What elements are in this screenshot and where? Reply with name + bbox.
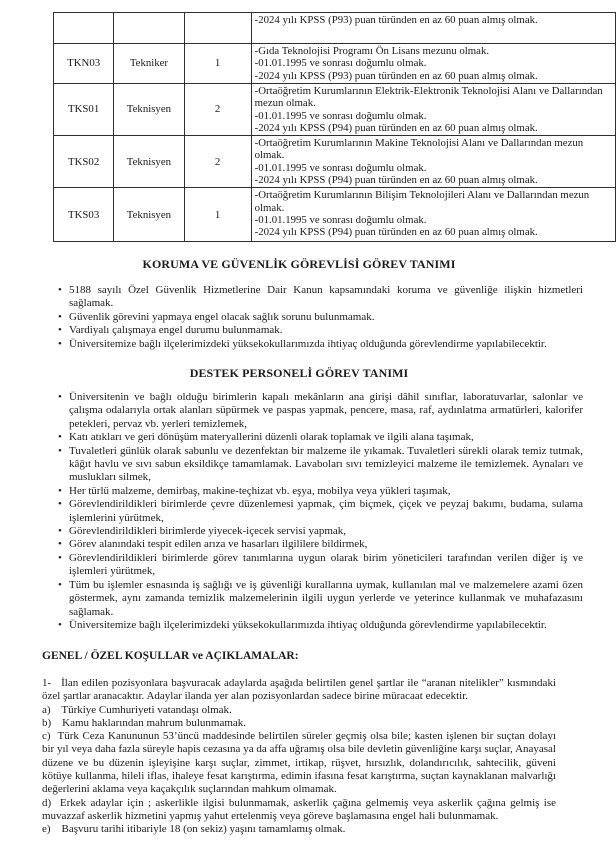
list-item: • Üniversitenin ve bağlı olduğu birimlerin kapalı mekânların ana girişi dâhil sınıflar, laboratuvarlar, salonlar ve çalışma odalarıyla ortak alanları süpürmek ve paspas yapmak, pencere, masa, raf, aydınlatma armatürleri, kalorifer petekleri, pervaz vb. yerleri temizlemek, xyxy=(69,391,583,431)
position-code: TKN03 xyxy=(54,44,114,84)
requirement-line: -Ortaöğretim Kurumlarının Makine Teknolojisi Alanı ve Dallarından mezun olmak. xyxy=(254,137,584,162)
requirement-line: -Ortaöğretim Kurumlarının Bilişim Teknolojileri Alanı ve Dallarından mezun olmak. xyxy=(254,189,590,214)
list-item: • 5188 sayılı Özel Güvenlik Hizmetlerine Dair Kanun kapsamındaki koruma ve güvenliğe ilişkin hizmetleri sağlamak. xyxy=(69,284,583,311)
requirement-line: -2024 yılı KPSS (P94) puan türünden en az 60 puan almış olmak. xyxy=(254,174,538,187)
position-requirements xyxy=(251,136,615,188)
support-staff-duty-list xyxy=(42,391,583,632)
position-requirements xyxy=(251,188,615,242)
paragraph-item-1: 1- İlan edilen pozisyonlara başvuracak adaylarda aşağıda belirtilen genel şartlar ile “aranan nitelikler” kısmındaki özel şartlar aranacaktır. Adaylar ilanda yer alan pozisyonlardan sadece birine müracaat edecektir. xyxy=(42,677,556,703)
list-item: • Vardiyalı çalışmaya engel durumu bulunmamak. xyxy=(69,324,583,337)
requirement-line: -Ortaöğretim Kurumlarının Elektrik-Elektronik Teknolojisi Alanı ve Dallarından mezun olmak. xyxy=(254,85,603,110)
table-row xyxy=(54,84,616,136)
paragraph-item-e: e) Başvuru tarihi itibariyle 18 (on sekiz) yaşını tamamlamış olmak. xyxy=(42,823,346,836)
section-heading-general-conditions: GENEL / ÖZEL KOŞULLAR ve AÇIKLAMALAR: xyxy=(42,650,299,662)
list-item: • Üniversitemize bağlı ilçelerimizdeki yüksekokullarımızda ihtiyaç olduğunda görevlendirme yapılabilecektir. xyxy=(69,338,583,351)
table-row xyxy=(54,188,616,242)
list-item: • Görevlendirildikleri birimlerde görev tanımlarına uygun olarak birim yöneticileri tarafından verilen diğer iş ve işlemleri yürütmek, xyxy=(69,552,583,579)
position-count xyxy=(184,13,251,44)
requirement-line: -2024 yılı KPSS (P93) puan türünden en az 60 puan almış olmak. xyxy=(254,14,538,26)
list-item: • Görevlendirildikleri birimlerde çevre düzenlemesi yapmak, çim biçmek, çiçek ve peyzaj bakımı, budama, sulama işlemlerini yürütmek, xyxy=(69,498,583,525)
paragraph-item-c: c) Türk Ceza Kanununun 53’üncü maddesinde belirtilen süreler geçmiş olsa bile; kasten işlenen bir suçtan dolayı bir yıl veya daha fazla süreyle hapis cezasına ya da affa uğramış olsa bile devletin güvenliğine karşı suçlar, Anayasal düzene ve bu düzenin işleyişine karşı suçlar, zimmet, irtikap, rüşvet, hırsızlık, dolandırıcılık, sahtecilik, güveni kötüye kullanma, hileli iflas, ihaleye fesat karıştırma, edimin ifasına fesat karıştırma, suçtan kaynaklanan malvarlığı değerlerini aklama veya kaçakçılık suçlarından mahkum olmamak. xyxy=(42,730,556,796)
position-title: Teknisyen xyxy=(114,188,184,242)
position-count: 1 xyxy=(184,188,251,242)
positions-table xyxy=(53,12,616,242)
position-code: TKS03 xyxy=(54,188,114,242)
list-item: • Görevlendirildikleri birimlerde yiyecek-içecek servisi yapmak, xyxy=(69,525,583,538)
requirement-line: -Gıda Teknolojisi Programı Ön Lisans mezunu olmak. xyxy=(254,45,490,57)
paragraph-item-b: b) Kamu haklarından mahrum bulunmamak. xyxy=(42,716,247,729)
position-count: 2 xyxy=(184,84,251,136)
table-row xyxy=(54,13,616,44)
position-code: TKS02 xyxy=(54,136,114,188)
list-item: • Üniversitemize bağlı ilçelerimizdeki yüksekokullarımızda ihtiyaç olduğunda görevlendirme yapılabilecektir. xyxy=(69,619,583,632)
position-requirements xyxy=(251,13,615,44)
requirement-line: -2024 yılı KPSS (P94) puan türünden en az 60 puan almış olmak. xyxy=(254,121,538,134)
list-item: • Katı atıkları ve geri dönüşüm materyallerini düzenli olarak toplamak ve ilgili alana taşımak, xyxy=(69,431,583,444)
position-count: 1 xyxy=(184,44,251,84)
requirement-line: -01.01.1995 ve sonrası doğumlu olmak. xyxy=(254,109,427,122)
list-item: • Tüm bu işlemler esnasında iş sağlığı ve iş güvenliği kurallarına uymak, kullanılan mal ve malzemelere azami özen göstermek, aynı zamanda temizlik malzemelerinin ilgili uygun yerlerde ve yeterince kullanmak ve muhafazasını sağlamak. xyxy=(69,579,583,619)
position-title xyxy=(114,13,184,44)
general-conditions-paragraphs xyxy=(42,677,556,837)
requirement-line: -2024 yılı KPSS (P93) puan türünden en az 60 puan almış olmak. xyxy=(254,69,538,82)
paragraph-item-a: a) Türkiye Cumhuriyeti vatandaşı olmak. xyxy=(42,703,232,716)
list-item: • Her türlü malzeme, demirbaş, makine-teçhizat vb. eşya, mobilya veya yükleri taşımak, xyxy=(69,485,583,498)
section-heading-support-staff: DESTEK PERSONELİ GÖREV TANIMI xyxy=(189,366,409,380)
position-code: TKS01 xyxy=(54,84,114,136)
section-heading-security-guard: KORUMA VE GÜVENLİK GÖREVLİSİ GÖREV TANIMI xyxy=(142,257,456,271)
security-guard-duty-list xyxy=(42,284,583,351)
requirement-line: -01.01.1995 ve sonrası doğumlu olmak. xyxy=(254,161,427,174)
position-title: Teknisyen xyxy=(114,136,184,188)
list-item: • Görev alanındaki tespit edilen arıza ve hasarları ilgililere bildirmek, xyxy=(69,538,583,551)
position-count: 2 xyxy=(184,136,251,188)
requirement-line: -2024 yılı KPSS (P94) puan türünden en az 60 puan almış olmak. xyxy=(254,226,538,239)
list-item: • Güvenlik görevini yapmaya engel olacak sağlık sorunu bulunmamak. xyxy=(69,311,583,324)
position-requirements xyxy=(251,44,615,84)
position-title: Tekniker xyxy=(114,44,184,84)
table-row xyxy=(54,136,616,188)
position-requirements xyxy=(251,84,615,136)
table-row xyxy=(54,44,616,84)
requirement-line: -01.01.1995 ve sonrası doğumlu olmak. xyxy=(254,57,427,70)
list-item: • Tuvaletleri günlük olarak sabunlu ve dezenfektan bir malzeme ile yıkamak. Tuvaletleri sürekli olarak temiz tutmak, kâğıt havlu ve sıvı sabun eksildikçe tamamlamak. Lavaboları sıvı temizleyici malzeme ile temizlemek. Aynaları ve muslukları silmek, xyxy=(69,445,583,485)
position-code xyxy=(54,13,114,44)
position-title: Teknisyen xyxy=(114,84,184,136)
requirement-line: -01.01.1995 ve sonrası doğumlu olmak. xyxy=(254,213,427,226)
paragraph-item-d: d) Erkek adaylar için ; askerlikle ilgisi bulunmamak, askerlik çağına gelmemiş veya askerlik çağına gelmiş ise muvazzaf askerlik hizmetini yapmış yahut ertelenmiş veya göreve başlamasına engel hali bulunmamak. xyxy=(42,796,556,822)
